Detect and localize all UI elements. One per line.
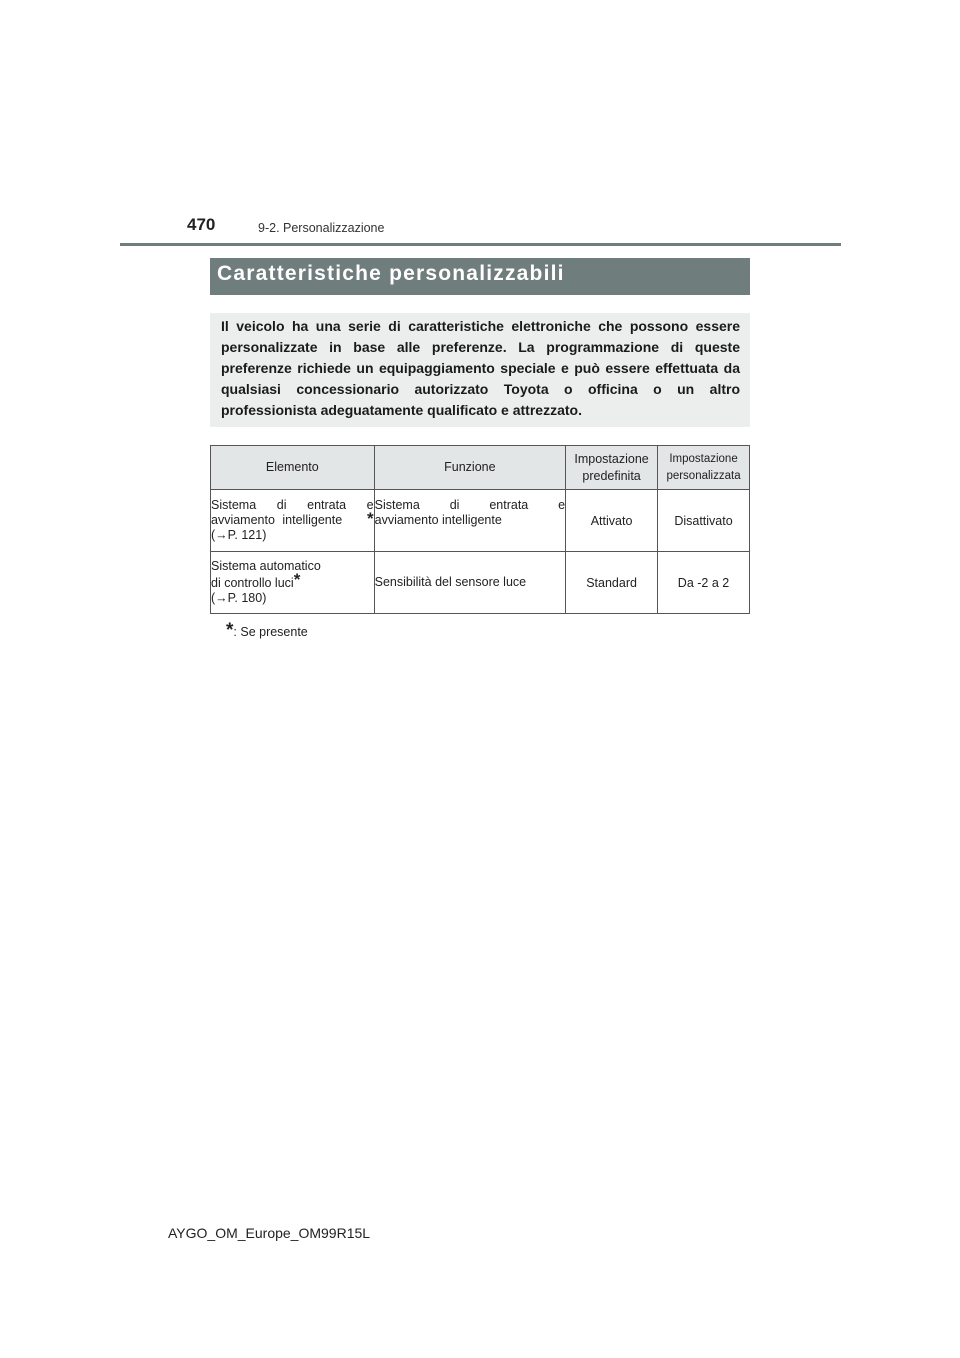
footnote-star: * (293, 570, 301, 589)
row-default-cell: Attivato (566, 490, 658, 552)
header-default-line2: predefinita (582, 468, 641, 483)
table-header-row (211, 446, 750, 490)
row-custom-cell: Disattivato (658, 490, 750, 552)
settings-table (210, 445, 750, 614)
header-divider (120, 243, 841, 246)
row-custom-cell: Da -2 a 2 (658, 552, 750, 614)
intro-text: Il veicolo ha una serie di caratteristiche elettroniche che possono essere personalizzate in base alle preferenze. La programmazione di queste preferenze richiede un equipaggiamento speciale e può essere effettuata da qualsiasi concessionario autorizzato Toyota o officina o un altro professionista adeguatamente qualificato e attrezzato. (221, 318, 740, 418)
footnote (226, 620, 308, 642)
footnote-star: * (367, 509, 374, 528)
section-title-bar (210, 258, 750, 295)
header-element: Elemento (211, 446, 375, 490)
page-reference: (→P. 180) (211, 591, 267, 605)
header-default-setting (566, 446, 658, 490)
row-element-cell (211, 552, 375, 614)
element-line1: Sistema automatico (211, 559, 321, 573)
section-title: Caratteristiche personalizzabili (217, 262, 565, 285)
page-reference: (→P. 121) (211, 528, 267, 542)
element-line2-wrap (211, 509, 374, 528)
element-line2-wrap (211, 570, 374, 591)
row-default-cell: Standard (566, 552, 658, 614)
table-row (211, 490, 750, 552)
row-element-cell (211, 490, 375, 552)
element-line2: avviamento intelligente (211, 513, 343, 527)
header-custom-setting (658, 446, 750, 490)
document-footer: AYGO_OM_Europe_OM99R15L (168, 1225, 371, 1241)
footnote-star: * (226, 620, 234, 641)
row-function-cell: Sensibilità del sensore luce (374, 552, 565, 614)
header-function: Funzione (374, 446, 565, 490)
header-custom-line2: personalizzata (666, 469, 741, 482)
row-function-cell (374, 490, 565, 552)
section-breadcrumb: 9-2. Personalizzazione (258, 221, 385, 235)
page-number: 470 (187, 215, 216, 234)
header-custom-line1: Impostazione (669, 452, 738, 465)
function-line1: Sistema di entrata e (374, 498, 566, 512)
intro-box (210, 313, 750, 427)
table-row (211, 552, 750, 614)
element-line2: di controllo luci (211, 576, 294, 590)
footnote-text: : Se presente (233, 625, 308, 639)
function-line2: avviamento intelligente (374, 513, 502, 527)
element-line1: Sistema di entrata e (211, 498, 374, 512)
header-default-line1: Impostazione (574, 451, 649, 466)
